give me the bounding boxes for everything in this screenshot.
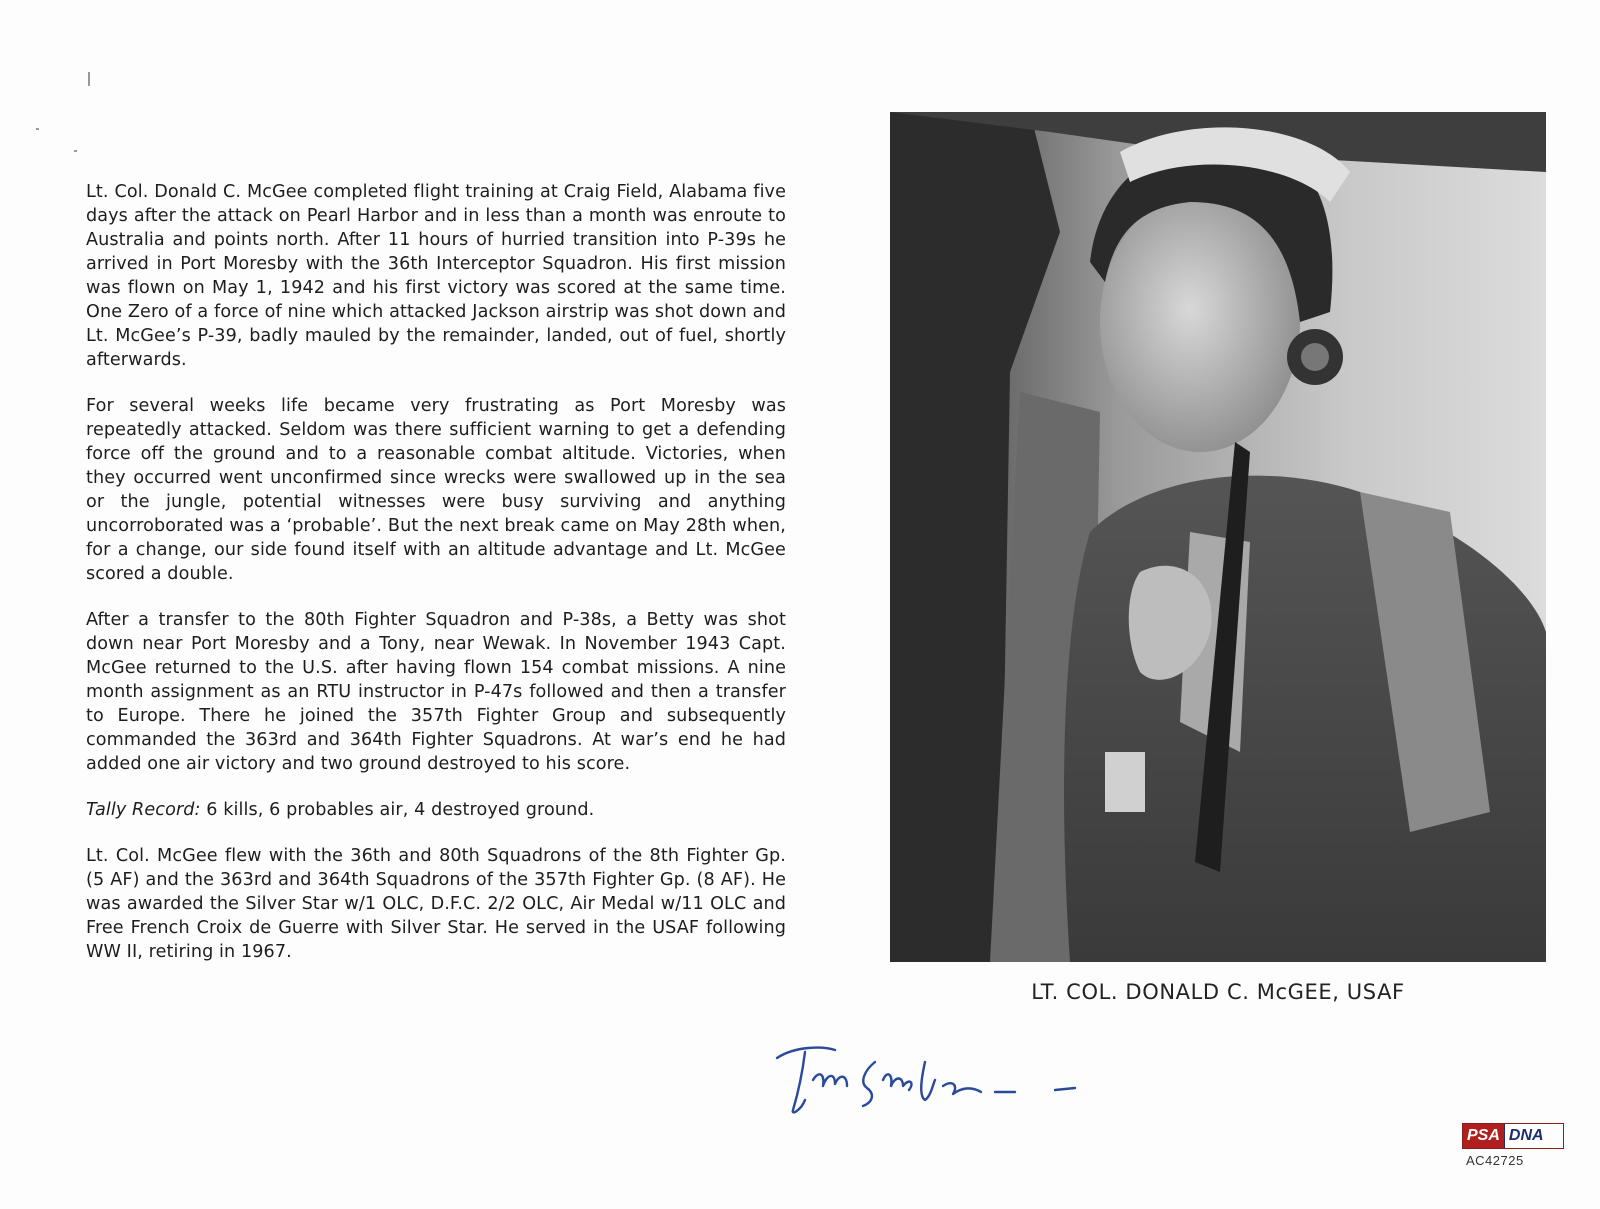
bio-paragraph-4: Lt. Col. McGee flew with the 36th and 80th Squadrons of the 8th Fighter Gp. (5 AF) and the 363rd and 364th Squadrons of the 357th Fighter Gp. (8 AF). He was awarded the Silver Star w/1 OLC, D.F.C. 2/2 OLC, Air Medal w/11 OLC and Free French Croix de Guerre with Silver Star. He served in the USAF following WW II, retiring in 1967. xyxy=(86,846,786,962)
dna-logo-text: DNA xyxy=(1504,1124,1548,1148)
tally-value: 6 kills, 6 probables air, 4 destroyed ground. xyxy=(200,800,595,820)
bio-paragraph-3: After a transfer to the 80th Fighter Squadron and P-38s, a Betty was shot down near Port Moresby and a Tony, near Wewak. In November 1943 Capt. McGee returned to the U.S. after having flown 154 combat missions. A nine month assignment as an RTU instructor in P-47s followed and then a transfer to Europe. There he joined the 357th Fighter Group and subsequently commanded the 363rd and 364th Fighter Squadrons. At war’s end he had added one air victory and two ground destroyed to his score. xyxy=(86,610,786,774)
paper-speck xyxy=(88,72,90,86)
psa-logo-text: PSA xyxy=(1463,1124,1504,1148)
tally-record xyxy=(86,798,786,822)
authentication-sticker xyxy=(1462,1123,1582,1168)
paper-speck xyxy=(74,150,77,152)
authentication-code: AC42725 xyxy=(1466,1153,1524,1168)
signature-strokes xyxy=(775,1040,1085,1120)
biography-text xyxy=(86,180,786,986)
psa-dna-logo xyxy=(1462,1123,1564,1149)
paper-speck xyxy=(36,128,39,130)
tally-label: Tally Record: xyxy=(86,800,201,820)
photo-caption: LT. COL. DONALD C. McGEE, USAF xyxy=(1031,980,1405,1004)
bio-paragraph-2: For several weeks life became very frustrating as Port Moresby was repeatedly attacked. Seldom was there sufficient warning to get a defending force off the ground and to a reasonable combat altitude. Victories, when they occurred went unconfirmed since wrecks were swallowed up in the sea or the jungle, potential witnesses were busy surviving and anything uncorroborated was a ‘probable’. But the next break came on May 28th when, for a change, our side found itself with an altitude advantage and Lt. McGee scored a double. xyxy=(86,396,786,584)
pilot-portrait-photo xyxy=(890,112,1546,962)
bio-paragraph-1: Lt. Col. Donald C. McGee completed flight training at Craig Field, Alabama five days after the attack on Pearl Harbor and in less than a month was enroute to Australia and points north. After 11 hours of hurried transition into P-39s he arrived in Port Moresby with the 36th Interceptor Squadron. His first mission was flown on May 1, 1942 and his first victory was scored at the same time. One Zero of a force of nine which attacked Jackson airstrip was shot down and Lt. McGee’s P-39, badly mauled by the remainder, landed, out of fuel, shortly afterwards. xyxy=(86,182,786,370)
handwritten-signature xyxy=(775,1040,1085,1120)
photo-illustration xyxy=(890,112,1546,962)
